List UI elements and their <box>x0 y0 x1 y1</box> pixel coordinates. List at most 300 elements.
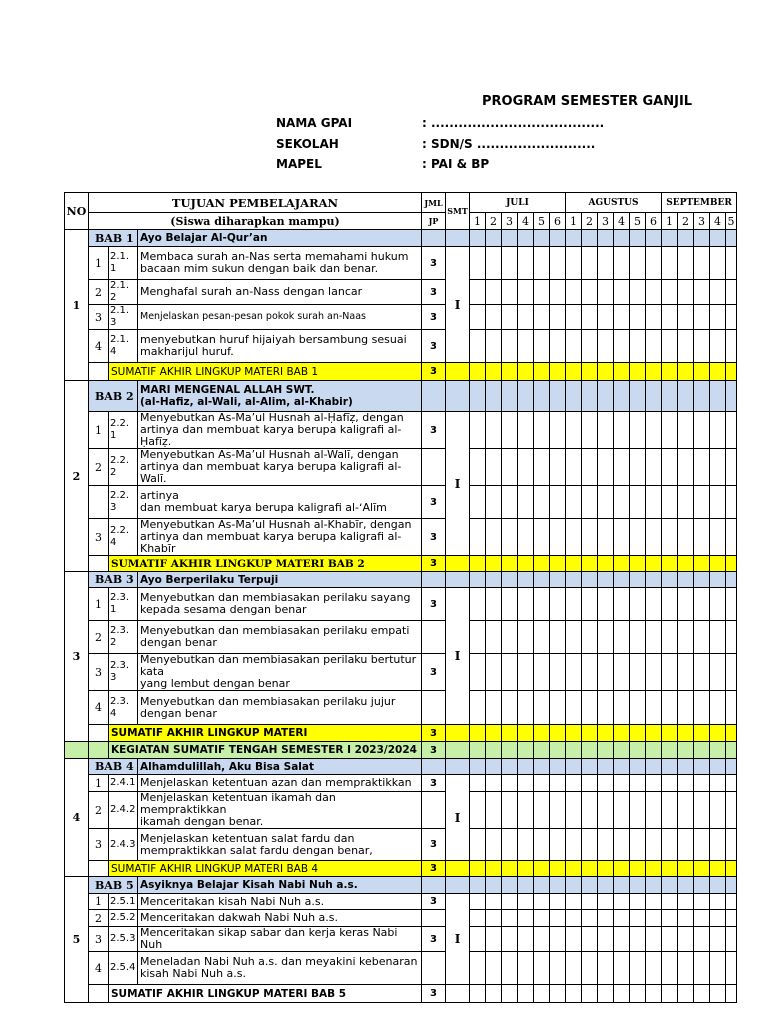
week-cell <box>582 742 598 759</box>
bab-label: BAB 3 <box>89 572 138 588</box>
week-cell <box>726 449 737 486</box>
week-cell <box>646 556 662 572</box>
week-cell <box>614 449 630 486</box>
objective-number: 2 <box>89 792 109 829</box>
section-number: 3 <box>65 572 89 742</box>
week-cell <box>486 691 502 725</box>
header-week-number: 4 <box>710 213 726 230</box>
week-cell <box>726 486 737 519</box>
week-cell <box>470 654 486 691</box>
week-cell <box>518 742 534 759</box>
week-cell <box>710 280 726 305</box>
week-cell <box>694 792 710 829</box>
week-cell <box>614 910 630 927</box>
week-cell <box>694 691 710 725</box>
week-cell <box>518 247 534 280</box>
week-cell <box>614 725 630 742</box>
objective-text: artinya dan membuat karya berupa kaligrafi al-ʻAlīm <box>138 486 422 519</box>
objective-number: 2 <box>89 910 109 927</box>
midterm-label: KEGIATAN SUMATIF TENGAH SEMESTER I 2023/2024 <box>109 742 422 759</box>
week-cell <box>534 775 550 792</box>
header-month-september: SEPTEMBER <box>662 193 737 213</box>
week-cell <box>534 877 550 894</box>
header-month-juli: JULI <box>470 193 566 213</box>
week-cell <box>582 691 598 725</box>
week-cell <box>486 829 502 861</box>
objective-code: 2.2. 2 <box>109 449 138 486</box>
header-week-number: 3 <box>694 213 710 230</box>
week-cell <box>662 621 678 654</box>
objective-number <box>89 486 109 519</box>
week-cell <box>694 985 710 1003</box>
week-cell <box>662 877 678 894</box>
week-cell <box>662 759 678 775</box>
week-cell <box>598 305 614 330</box>
header-smt: SMT <box>446 193 470 230</box>
objective-number: 3 <box>89 927 109 952</box>
week-cell <box>662 691 678 725</box>
summary-smt <box>446 363 470 381</box>
header-week-number: 6 <box>550 213 566 230</box>
week-cell <box>582 927 598 952</box>
week-cell <box>550 519 566 556</box>
objective-text: Menyebutkan As-Ma’ul Husnah al-Walī, dengan artinya dan membuat karya berupa kaligrafi al- Walī. <box>138 449 422 486</box>
week-cell <box>710 305 726 330</box>
week-cell <box>502 621 518 654</box>
week-cell <box>662 330 678 363</box>
week-cell <box>710 486 726 519</box>
meta-value-nama-gpai: : ...................................... <box>422 116 605 130</box>
week-cell <box>598 894 614 910</box>
week-cell <box>710 621 726 654</box>
week-cell <box>566 486 582 519</box>
week-cell <box>534 927 550 952</box>
week-cell <box>694 363 710 381</box>
week-cell <box>694 759 710 775</box>
week-cell <box>726 910 737 927</box>
week-cell <box>662 556 678 572</box>
week-cell <box>534 381 550 412</box>
bab-title: Alhamdulillah, Aku Bisa Salat <box>138 759 422 775</box>
objective-number: 1 <box>89 588 109 621</box>
week-cell <box>550 691 566 725</box>
objective-jp: 3 <box>422 829 446 861</box>
week-cell <box>550 381 566 412</box>
week-cell <box>582 381 598 412</box>
week-cell <box>550 759 566 775</box>
week-cell <box>694 829 710 861</box>
week-cell <box>678 654 694 691</box>
week-cell <box>598 775 614 792</box>
summary-jp: 3 <box>422 725 446 742</box>
week-cell <box>502 691 518 725</box>
week-cell <box>550 742 566 759</box>
week-cell <box>470 588 486 621</box>
week-cell <box>502 572 518 588</box>
week-cell <box>518 280 534 305</box>
week-cell <box>630 572 646 588</box>
week-cell <box>486 588 502 621</box>
week-cell <box>710 861 726 877</box>
week-cell <box>486 247 502 280</box>
objective-number: 2 <box>89 621 109 654</box>
midterm-smt <box>446 742 470 759</box>
week-cell <box>694 742 710 759</box>
week-cell <box>710 910 726 927</box>
week-cell <box>518 654 534 691</box>
week-cell <box>502 759 518 775</box>
week-cell <box>710 230 726 247</box>
objective-text: Menjelaskan ketentuan salat fardu dan mempraktikkan salat fardu dengan benar, <box>138 829 422 861</box>
week-cell <box>662 230 678 247</box>
week-cell <box>550 621 566 654</box>
week-cell <box>726 556 737 572</box>
week-cell <box>646 985 662 1003</box>
objective-text: Menjelaskan pesan-pesan pokok surah an-Naas <box>138 305 422 330</box>
jp-cell <box>422 381 446 412</box>
week-cell <box>726 305 737 330</box>
week-cell <box>630 230 646 247</box>
objective-number: 2 <box>89 280 109 305</box>
week-cell <box>470 280 486 305</box>
week-cell <box>502 556 518 572</box>
week-cell <box>534 952 550 985</box>
objective-code: 2.2. 4 <box>109 519 138 556</box>
week-cell <box>614 572 630 588</box>
week-cell <box>486 381 502 412</box>
summary-blank <box>89 725 109 742</box>
week-cell <box>502 330 518 363</box>
week-cell <box>662 486 678 519</box>
week-cell <box>518 519 534 556</box>
week-cell <box>694 952 710 985</box>
summary-smt <box>446 725 470 742</box>
week-cell <box>694 449 710 486</box>
week-cell <box>486 927 502 952</box>
week-cell <box>582 486 598 519</box>
objective-jp <box>422 952 446 985</box>
week-cell <box>598 556 614 572</box>
objective-jp: 3 <box>422 486 446 519</box>
week-cell <box>486 775 502 792</box>
meta-label-mapel: MAPEL <box>276 157 322 171</box>
week-cell <box>534 230 550 247</box>
header-week-number: 5 <box>727 214 735 228</box>
week-cell <box>630 742 646 759</box>
week-cell <box>614 654 630 691</box>
header-week-number: 2 <box>678 213 694 230</box>
week-cell <box>534 519 550 556</box>
week-cell <box>662 742 678 759</box>
week-cell <box>726 861 737 877</box>
week-cell <box>630 894 646 910</box>
objective-number: 3 <box>89 829 109 861</box>
week-cell <box>502 927 518 952</box>
header-week-number: 2 <box>486 213 502 230</box>
week-cell <box>502 280 518 305</box>
week-cell <box>630 486 646 519</box>
summary-blank <box>89 985 109 1003</box>
objective-number: 2 <box>89 449 109 486</box>
objective-jp <box>422 449 446 486</box>
week-cell <box>726 654 737 691</box>
summary-jp: 3 <box>422 556 446 572</box>
week-cell <box>502 230 518 247</box>
week-cell <box>662 792 678 829</box>
week-cell <box>502 449 518 486</box>
week-cell <box>726 691 737 725</box>
week-cell <box>710 449 726 486</box>
week-cell <box>550 330 566 363</box>
week-cell <box>550 775 566 792</box>
week-cell <box>566 381 582 412</box>
week-cell <box>614 759 630 775</box>
week-cell <box>678 305 694 330</box>
week-cell <box>534 486 550 519</box>
header-week-number: 3 <box>598 213 614 230</box>
week-cell <box>470 952 486 985</box>
objective-text: Menyebutkan dan membiasakan perilaku jujur dengan benar <box>138 691 422 725</box>
week-cell <box>566 861 582 877</box>
week-cell <box>726 759 737 775</box>
week-cell <box>662 363 678 381</box>
week-cell <box>582 725 598 742</box>
week-cell <box>550 927 566 952</box>
week-cell <box>678 412 694 449</box>
meta-label-sekolah: SEKOLAH <box>276 137 339 151</box>
week-cell <box>566 363 582 381</box>
week-cell <box>582 952 598 985</box>
week-cell <box>646 572 662 588</box>
week-cell <box>614 588 630 621</box>
week-cell <box>582 621 598 654</box>
week-cell <box>534 910 550 927</box>
week-cell <box>614 305 630 330</box>
header-week-number: 4 <box>518 213 534 230</box>
week-cell <box>646 775 662 792</box>
week-cell <box>646 861 662 877</box>
week-cell <box>502 742 518 759</box>
week-cell <box>710 894 726 910</box>
week-cell <box>470 725 486 742</box>
week-cell <box>566 742 582 759</box>
week-cell <box>486 894 502 910</box>
week-cell <box>614 792 630 829</box>
week-cell <box>726 230 737 247</box>
week-cell <box>598 381 614 412</box>
bab-label: BAB 1 <box>89 230 138 247</box>
week-cell <box>470 381 486 412</box>
week-cell <box>678 861 694 877</box>
week-cell <box>518 927 534 952</box>
week-cell <box>502 829 518 861</box>
week-cell <box>646 877 662 894</box>
section-number: 2 <box>65 381 89 572</box>
header-week-number: 3 <box>502 213 518 230</box>
week-cell <box>630 305 646 330</box>
week-cell <box>678 519 694 556</box>
week-cell <box>550 572 566 588</box>
week-cell <box>470 247 486 280</box>
week-cell <box>598 572 614 588</box>
week-cell <box>470 759 486 775</box>
week-cell <box>630 691 646 725</box>
week-cell <box>566 877 582 894</box>
week-cell <box>646 381 662 412</box>
week-cell <box>518 330 534 363</box>
week-cell <box>518 792 534 829</box>
smt-cell <box>446 877 470 894</box>
week-cell <box>566 691 582 725</box>
week-cell <box>598 861 614 877</box>
week-cell <box>630 877 646 894</box>
summary-blank <box>89 363 109 381</box>
week-cell <box>550 230 566 247</box>
header-week-number: 1 <box>662 213 678 230</box>
header-week-number: 5 <box>534 213 550 230</box>
objective-number: 3 <box>89 519 109 556</box>
meta-value-sekolah: : SDN/S .......................... <box>422 137 596 151</box>
week-cell <box>726 412 737 449</box>
week-cell <box>486 861 502 877</box>
week-cell <box>662 305 678 330</box>
week-cell <box>534 449 550 486</box>
week-cell <box>726 621 737 654</box>
objective-jp: 3 <box>422 305 446 330</box>
week-cell <box>534 330 550 363</box>
week-cell <box>662 910 678 927</box>
week-cell <box>614 363 630 381</box>
week-cell <box>694 519 710 556</box>
week-cell <box>614 775 630 792</box>
objective-code: 2.3. 4 <box>109 691 138 725</box>
week-cell <box>614 877 630 894</box>
week-cell <box>502 792 518 829</box>
objective-code: 2.1. 3 <box>109 305 138 330</box>
week-cell <box>598 952 614 985</box>
week-cell <box>678 952 694 985</box>
header-jml: JML <box>422 193 446 213</box>
week-cell <box>598 910 614 927</box>
week-cell <box>598 927 614 952</box>
week-cell <box>646 486 662 519</box>
week-cell <box>694 305 710 330</box>
week-cell <box>582 910 598 927</box>
week-cell <box>646 230 662 247</box>
week-cell <box>630 519 646 556</box>
week-cell <box>630 829 646 861</box>
week-cell <box>502 247 518 280</box>
week-cell <box>646 894 662 910</box>
smt-cell <box>446 759 470 775</box>
midterm-blank <box>89 742 109 759</box>
header-month-agustus: AGUSTUS <box>566 193 662 213</box>
week-cell <box>566 280 582 305</box>
week-cell <box>694 247 710 280</box>
week-cell <box>582 556 598 572</box>
week-cell <box>486 985 502 1003</box>
smt-cell <box>446 230 470 247</box>
midterm-jp: 3 <box>422 742 446 759</box>
week-cell <box>582 449 598 486</box>
week-cell <box>470 305 486 330</box>
week-cell <box>630 556 646 572</box>
week-cell <box>502 910 518 927</box>
week-cell <box>582 572 598 588</box>
week-cell <box>518 725 534 742</box>
week-cell <box>486 742 502 759</box>
week-cell <box>582 759 598 775</box>
week-cell <box>550 556 566 572</box>
semester-cell: I <box>446 775 470 861</box>
objective-code: 2.5.3 <box>109 927 138 952</box>
week-cell <box>486 725 502 742</box>
week-cell <box>614 952 630 985</box>
week-cell <box>694 775 710 792</box>
week-cell <box>662 894 678 910</box>
week-cell <box>518 449 534 486</box>
objective-jp <box>422 910 446 927</box>
week-cell <box>582 877 598 894</box>
week-cell <box>486 519 502 556</box>
week-cell <box>486 305 502 330</box>
week-cell <box>726 247 737 280</box>
objective-code: 2.1. 1 <box>109 247 138 280</box>
week-cell <box>502 952 518 985</box>
week-cell <box>566 449 582 486</box>
week-cell <box>486 759 502 775</box>
week-cell <box>518 691 534 725</box>
week-cell <box>566 556 582 572</box>
week-cell <box>598 330 614 363</box>
header-tujuan-sub: (Siswa diharapkan mampu) <box>89 213 422 230</box>
objective-number: 1 <box>89 412 109 449</box>
week-cell <box>614 985 630 1003</box>
week-cell <box>614 927 630 952</box>
week-cell <box>598 985 614 1003</box>
week-cell <box>726 519 737 556</box>
objective-jp <box>422 691 446 725</box>
week-cell <box>566 247 582 280</box>
objective-jp <box>422 621 446 654</box>
header-week-number: 6 <box>646 213 662 230</box>
section-number: 4 <box>65 759 89 877</box>
section-number: 1 <box>65 230 89 381</box>
week-cell <box>518 861 534 877</box>
week-cell <box>550 449 566 486</box>
week-cell <box>646 910 662 927</box>
week-cell <box>502 519 518 556</box>
objective-text: Menyebutkan As-Ma’ul Husnah al-Ḥafīẓ, dengan artinya dan membuat karya berupa kaligrafi al- Ḥafīẓ. <box>138 412 422 449</box>
week-cell <box>662 654 678 691</box>
week-cell <box>534 725 550 742</box>
week-cell <box>470 556 486 572</box>
week-cell <box>710 985 726 1003</box>
week-cell <box>614 556 630 572</box>
bab-title: Ayo Berperilaku Terpuji <box>138 572 422 588</box>
week-cell <box>486 556 502 572</box>
summary-smt <box>446 556 470 572</box>
week-cell <box>694 621 710 654</box>
week-cell <box>518 486 534 519</box>
header-no: NO <box>65 193 89 230</box>
week-cell <box>582 280 598 305</box>
objective-number: 1 <box>89 894 109 910</box>
week-cell <box>630 330 646 363</box>
week-cell <box>694 910 710 927</box>
week-cell <box>518 829 534 861</box>
week-cell <box>598 363 614 381</box>
